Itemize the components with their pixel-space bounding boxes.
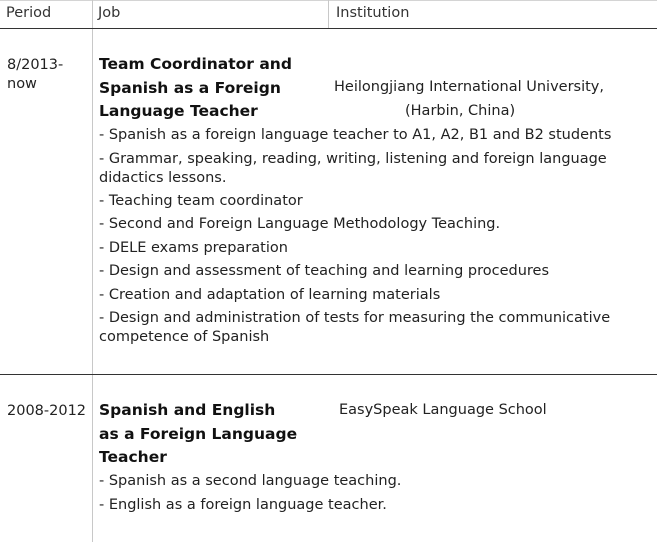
job-title-line: Teacher xyxy=(99,448,167,466)
row-separator xyxy=(0,374,657,375)
job-title xyxy=(99,53,292,124)
duty-item: - Spanish as a second language teaching. xyxy=(99,473,402,489)
job-title xyxy=(99,399,297,470)
duty-item: - DELE exams preparation xyxy=(99,240,288,256)
period-line: 2008-2012 xyxy=(7,403,87,419)
institution-location: (Harbin, China) xyxy=(405,103,516,119)
column-header-job: Job xyxy=(98,5,121,21)
duty-item: - Grammar, speaking, reading, writing, listening and foreign language didactics lessons. xyxy=(99,151,607,186)
column-divider-job xyxy=(92,0,93,542)
job-title-line: as a Foreign Language xyxy=(99,424,298,443)
duty-item: - Second and Foreign Language Methodology Teaching. xyxy=(99,216,501,232)
job-title-line: Spanish and English xyxy=(99,401,276,419)
column-divider-institution xyxy=(328,0,329,28)
institution-name: Heilongjiang International University, xyxy=(334,79,604,95)
duty-item: - Teaching team coordinator xyxy=(99,193,303,209)
institution-name: EasySpeak Language School xyxy=(339,402,547,418)
duty-item: - Design and assessment of teaching and learning procedures xyxy=(99,263,550,279)
job-title-line: Language Teacher xyxy=(99,102,258,120)
duty-item: - Design and administration of tests for measuring the communicative competence of Spanish xyxy=(99,310,611,345)
period-line: 8/2013- xyxy=(7,57,64,73)
entry-period xyxy=(7,56,87,94)
job-title-line: Spanish as a Foreign xyxy=(99,78,281,97)
period-line: now xyxy=(7,76,37,92)
column-header-period: Period xyxy=(6,5,52,21)
header-row-separator xyxy=(0,28,657,29)
job-title-line: Team Coordinator and xyxy=(99,55,292,73)
column-header-institution: Institution xyxy=(336,5,410,21)
duty-item: - Creation and adaptation of learning materials xyxy=(99,287,441,303)
duty-item: - Spanish as a foreign language teacher to A1, A2, B1 and B2 students xyxy=(99,127,612,143)
entry-period xyxy=(7,402,87,421)
duty-item: - English as a foreign language teacher. xyxy=(99,497,387,513)
